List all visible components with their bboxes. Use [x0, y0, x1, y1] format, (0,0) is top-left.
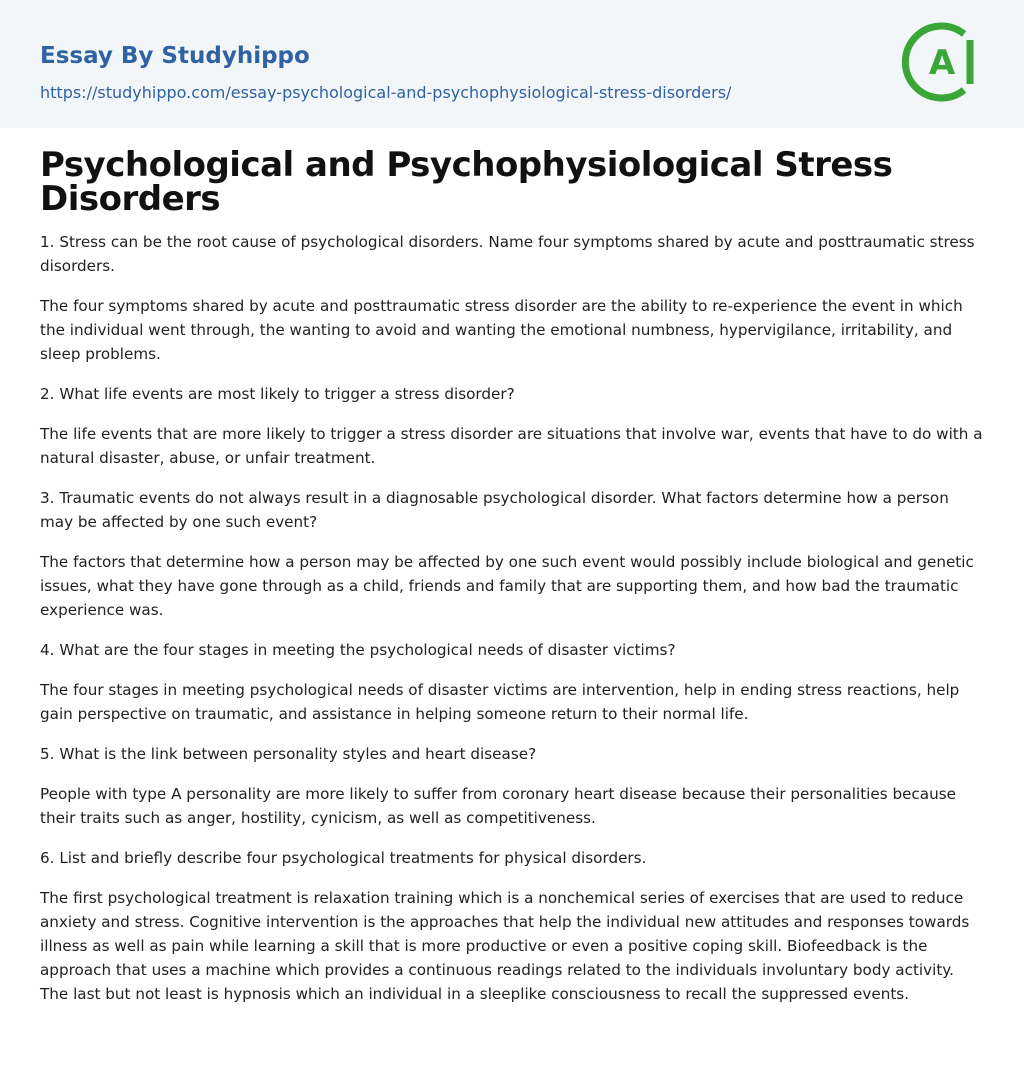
- site-title[interactable]: Essay By Studyhippo: [40, 43, 310, 69]
- question-6: 6. List and briefly describe four psychological treatments for physical disorders.: [40, 849, 647, 867]
- question-3: 3. Traumatic events do not always result in a diagnosable psychological disorder. What factors determine how a person may be affected by one such event?: [40, 489, 949, 531]
- answer-6: The first psychological treatment is relaxation training which is a nonchemical series of exercises that are used to reduce anxiety and stress. Cognitive intervention is the approaches that help the individual new attitudes and responses towards illness as well as pain while learning a skill that is more productive or even a positive coping skill. Biofeedback is the approach that uses a machine which provides a continuous readings related to the individuals involuntary body activity. The last but not least is hypnosis which an individual in a sleeplike consciousness to recall the suppressed events.: [40, 889, 970, 1003]
- answer-2: The life events that are more likely to trigger a stress disorder are situations that involve war, events that have to do with a natural disaster, abuse, or unfair treatment.: [40, 425, 983, 467]
- answer-3: The factors that determine how a person may be affected by one such event would possibly include biological and genetic issues, what they have gone through as a child, friends and family that are supporting them, and how bad the traumatic experience was.: [40, 553, 974, 619]
- site-header: [0, 0, 1024, 128]
- answer-4: The four stages in meeting psychological needs of disaster victims are intervention, help in ending stress reactions, help gain perspective on traumatic, and assistance in helping someone return to their normal life.: [40, 681, 960, 723]
- article: [0, 128, 1024, 1006]
- question-4: 4. What are the four stages in meeting the psychological needs of disaster victims?: [40, 641, 676, 659]
- logo-letter: A: [928, 43, 956, 83]
- page-title: Psychological and Psychophysiological Stress Disorders: [40, 145, 893, 219]
- question-1: 1. Stress can be the root cause of psychological disorders. Name four symptoms shared by acute and posttraumatic stress disorders.: [40, 233, 975, 275]
- answer-5: People with type A personality are more likely to suffer from coronary heart disease because their personalities because their traits such as anger, hostility, cynicism, as well as competitiveness.: [40, 785, 956, 827]
- studyhippo-logo-icon[interactable]: [900, 20, 984, 104]
- essay-url-link[interactable]: https://studyhippo.com/essay-psychological-and-psychophysiological-stress-disorders/: [40, 83, 732, 102]
- answer-1: The four symptoms shared by acute and posttraumatic stress disorder are the ability to re-experience the event in which the individual went through, the wanting to avoid and wanting the emotional numbness, hypervigilance, irritability, and sleep problems.: [40, 297, 963, 363]
- question-5: 5. What is the link between personality styles and heart disease?: [40, 745, 537, 763]
- question-2: 2. What life events are most likely to trigger a stress disorder?: [40, 385, 515, 403]
